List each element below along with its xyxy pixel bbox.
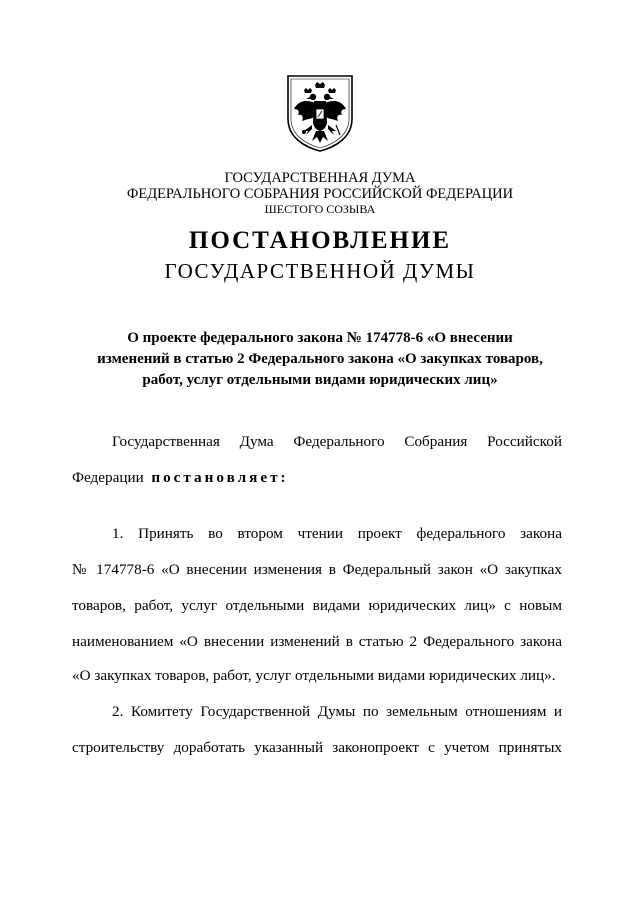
org-name-line-2: ФЕДЕРАЛЬНОГО СОБРАНИЯ РОССИЙСКОЙ ФЕДЕРАЦИИ — [126, 186, 514, 202]
preamble-line-2-text: Федерации — [72, 469, 144, 486]
document-subject — [40, 328, 600, 391]
preamble-line-1: Государственная Дума Федерального Собрания Российской — [112, 433, 562, 450]
document-type-title: ПОСТАНОВЛЕНИЕ — [188, 227, 452, 254]
org-name-line-1: ГОСУДАРСТВЕННАЯ ДУМА — [224, 170, 416, 186]
paragraph-2-line-2: строительству доработать указанный законопроект с учетом принятых — [72, 739, 562, 756]
paragraph-1-line-3: товаров, работ, услуг отдельными видами юридических лиц» с новым — [72, 597, 562, 614]
subject-line-3: работ, услуг отдельными видами юридических лиц» — [142, 372, 498, 388]
paragraph-1-line-1: 1. Принять во втором чтении проект федерального закона — [112, 525, 562, 542]
resolves-keyword: постановляет: — [151, 469, 289, 486]
paragraph-1-line-2: № 174778-6 «О внесении изменения в Федеральный закон «О закупках — [72, 561, 562, 578]
preamble-line-2 — [72, 468, 562, 488]
issuer-title: ГОСУДАРСТВЕННОЙ ДУМЫ — [164, 259, 476, 283]
subject-line-2: изменений в статью 2 Федерального закона «О закупках товаров, — [97, 351, 543, 367]
paragraph-2-line-1: 2. Комитету Государственной Думы по земельным отношениям и — [112, 703, 562, 720]
coat-of-arms-icon — [284, 73, 356, 153]
paragraph-1-line-4: наименованием «О внесении изменений в статью 2 Федерального закона — [72, 633, 562, 650]
convocation-line: ШЕСТОГО СОЗЫВА — [264, 202, 376, 216]
subject-line-1: О проекте федерального закона № 174778-6 «О внесении — [127, 330, 513, 346]
paragraph-1-line-5: «О закупках товаров, работ, услуг отдельными видами юридических лиц». — [72, 667, 556, 684]
